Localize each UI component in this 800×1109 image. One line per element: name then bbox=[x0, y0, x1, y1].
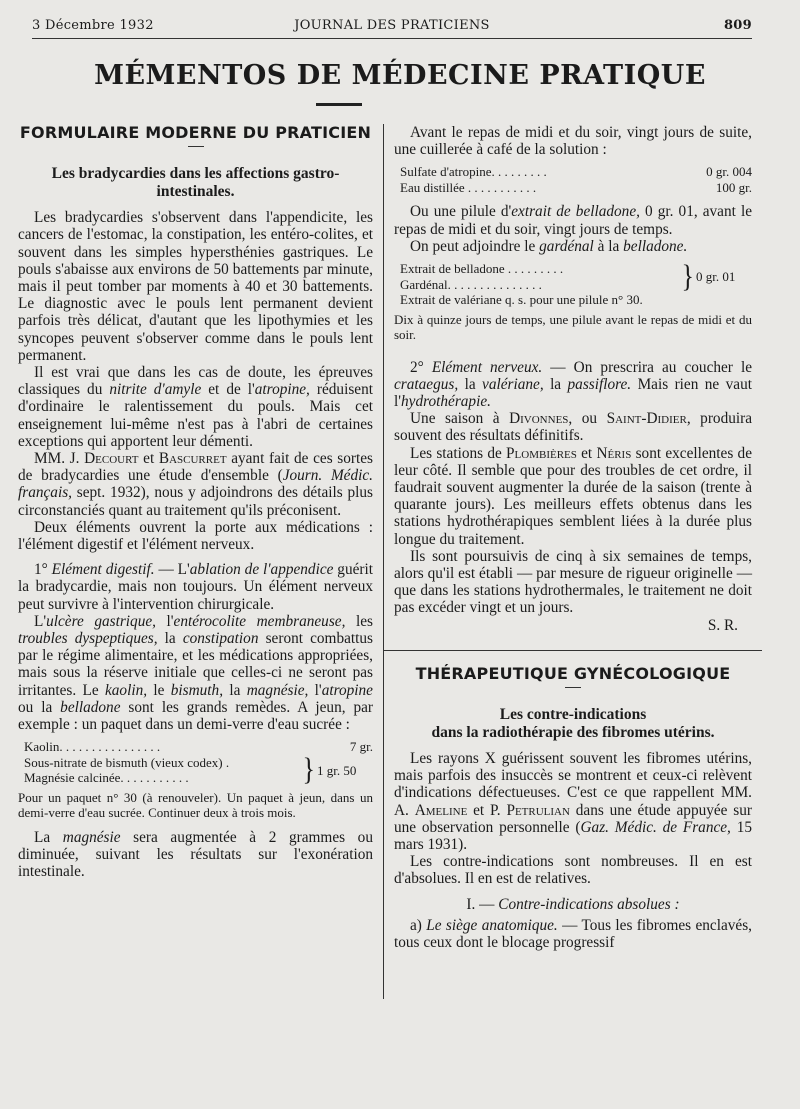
formula-dose: 0 gr. 01 bbox=[696, 268, 736, 284]
paragraph: L'ulcère gastrique, l'entérocolite membraneuse, les troubles dyspeptiques, la constipation seront combattus par le régime alimentaire, et les médications appropriées, mais sous la réserve initiale que celles-ci ne seront pas irritantes. Le kaolin, le bismuth, la magnésie, l'atropine ou la belladone sont les grands remèdes. A jeun, par exemple : un paquet dans un demi-verre d'eau sucrée : bbox=[18, 612, 373, 734]
formula-dose: 7 gr. bbox=[349, 739, 373, 755]
section-rule bbox=[188, 146, 204, 147]
prescription-formula bbox=[400, 258, 752, 308]
paragraph: Les rayons X guérissent souvent les fibromes utérins, mais parfois des insuccès se montrent et ceux-ci relèvent d'indications défectueuses. C'est ce que rappellent MM. A. Ameline et P. Petrulian dans une étude appuyée sur une observation personnelle (Gaz. Médic. de France, 15 mars 1931). bbox=[394, 749, 752, 853]
formula-excipient: Extrait de valériane q. s. pour une pilule n° 30. bbox=[400, 292, 643, 308]
article-title-contre-indications: Les contre-indications dans la radiothérapie des fibromes utérins. bbox=[431, 705, 715, 741]
section-separator bbox=[384, 650, 762, 651]
prescription-formula bbox=[400, 164, 752, 195]
formula-ingredient: Gardénal. . . . . . . . . . . . . . . bbox=[400, 276, 542, 292]
formula-ingredient: Sous-nitrate de bismuth (vieux codex) . bbox=[24, 754, 230, 770]
paragraph: Ou une pilule d'extrait de belladone, 0 gr. 01, avant le repas de midi et du soir, vingt jours de temps. bbox=[394, 203, 752, 238]
signature: S. R. bbox=[707, 616, 738, 634]
paragraph: 2° Elément nerveux. — On prescrira au coucher le crataegus, la valériane, la passiflore. Mais rien ne vaut l'hydrothérapie. bbox=[394, 358, 752, 410]
paragraph: Les stations de Plombières et Néris sont excellentes de leur côté. Il semble que pour des troubles de cet ordre, il faudrait souvent augmenter la durée de la saison (trente à quarante jours). Les meilleurs effets obtenus dans les stations hydrothérapiques semblent liées à la durée plus longue du traitement. bbox=[394, 444, 752, 548]
right-column bbox=[394, 124, 752, 951]
header-rule bbox=[32, 38, 752, 39]
running-head bbox=[32, 18, 752, 40]
prescription-note: Pour un paquet n° 30 (à renouveler). Un paquet à jeun, dans un demi-verre d'eau sucrée. Continuer deux à trois mois. bbox=[18, 789, 373, 821]
paragraph: 1° Elément digestif. — L'ablation de l'appendice guérit la bradycardie, mais non toujours. Un élément nerveux peut survivre à l'intervention chirurgicale. bbox=[18, 561, 373, 613]
paragraph: MM. J. Decourt et Bascurret ayant fait de ces sortes de bradycardies une étude d'ensemble (Journ. Médic. français, sept. 1932), nous y adjoindrons des détails plus circonstanciés quant au traitement qu'ils préconisent. bbox=[18, 450, 373, 519]
subheading-absolues: I. — Contre-indications absolues : bbox=[466, 895, 680, 913]
title-underline bbox=[316, 103, 362, 106]
prescription-formula bbox=[24, 739, 373, 786]
formula-ingredient: Magnésie calcinée. . . . . . . . . . . bbox=[24, 770, 189, 786]
paragraph: On peut adjoindre le gardénal à la belladone. bbox=[410, 237, 688, 255]
section-heading-gynecologique: THÉRAPEUTIQUE GYNÉCOLOGIQUE bbox=[415, 663, 731, 683]
article-title-bradycardies: Les bradycardies dans les affections gastro-intestinales. bbox=[51, 165, 340, 201]
formula-dose: 1 gr. 50 bbox=[317, 762, 357, 778]
paragraph: Les contre-indications sont nombreuses. Il en est d'absolues. Il en est de relatives. bbox=[394, 853, 752, 888]
prescription-note: Dix à quinze jours de temps, une pilule avant le repas de midi et du soir. bbox=[394, 311, 752, 343]
left-column bbox=[18, 124, 373, 880]
paragraph: Ils sont poursuivis de cinq à six semaines de temps, alors qu'il est établi — par mesure de rigueur originelle — que dans les stations hydrothermales, le traitement ne doit pas excéder vingt et un jours. bbox=[394, 547, 752, 617]
section-rule bbox=[565, 687, 581, 688]
header-date: 3 Décembre 1932 bbox=[32, 18, 154, 33]
header-page-number: 809 bbox=[723, 18, 752, 33]
formula-ingredient: Extrait de belladone . . . . . . . . . bbox=[400, 261, 564, 277]
page-title: MÉMENTOS DE MÉDECINE PRATIQUE bbox=[94, 60, 706, 91]
brace-symbol: } bbox=[681, 258, 694, 294]
paragraph: Il est vrai que dans les cas de doute, les épreuves classiques du nitrite d'amyle et de l'atropine, réduisent d'ordinaire le ralentissement du pouls. Mais cet enseignement lui-même n'est pas à l'abri de certaines exceptions qui apportent leur démenti. bbox=[18, 364, 373, 450]
paragraph: La magnésie sera augmentée à 2 grammes ou diminuée, suivant les résultats sur l'exonération intestinale. bbox=[18, 828, 373, 881]
section-heading-formulaire: FORMULAIRE MODERNE DU PRATICIEN bbox=[19, 123, 372, 142]
brace-symbol: } bbox=[302, 752, 315, 788]
formula-ingredient: Eau distillée . . . . . . . . . . . bbox=[400, 179, 537, 195]
header-journal: JOURNAL DES PRATICIENS bbox=[294, 18, 490, 33]
paragraph: Les bradycardies s'observent dans l'appendicite, les cancers de l'estomac, la constipation, les entéro-colites, et souvent dans les simples hypersthénies gastriques. Le pouls s'abaisse aux environs de 50 battements par minute, mais il peut tomber par moments à 40 et 30 battements. Le diagnostic avec le pouls lent permanent devient parfois très délicat, d'autant que les lipothymies et les syncopes peuvent s'observer comme dans le pouls lent permanent. bbox=[18, 209, 373, 364]
formula-ingredient: Kaolin. . . . . . . . . . . . . . . . bbox=[24, 739, 161, 755]
paragraph: Avant le repas de midi et du soir, vingt jours de suite, une cuillerée à café de la solution : bbox=[394, 124, 752, 159]
paragraph: a) Le siège anatomique. — Tous les fibromes enclavés, tous ceux dont le blocage progressif bbox=[394, 916, 752, 951]
paragraph: Deux éléments ouvrent la porte aux médications : l'élément digestif et l'élément nerveux. bbox=[18, 518, 373, 554]
column-divider bbox=[383, 124, 384, 999]
formula-dose: 0 gr. 004 bbox=[706, 164, 752, 180]
formula-ingredient: Sulfate d'atropine. . . . . . . . . bbox=[400, 164, 547, 180]
formula-dose: 100 gr. bbox=[715, 179, 752, 195]
paragraph: Une saison à Divonnes, ou Saint-Didier, produira souvent des résultats définitifs. bbox=[394, 410, 752, 445]
